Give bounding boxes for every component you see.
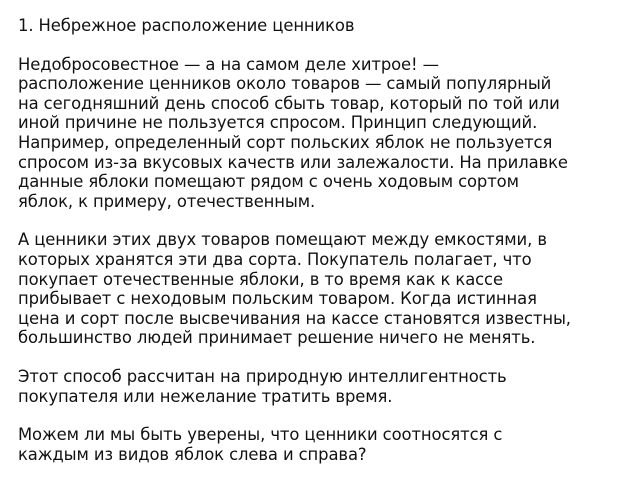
text-line: А ценники этих двух товаров помещают между емкостями, в	[18, 230, 547, 250]
text-line: данные яблоки помещают рядом с очень ходовым сортом	[18, 172, 519, 192]
text-line: Этот способ рассчитан на природную интеллигентность	[18, 366, 507, 386]
article-heading: 1. Небрежное расположение ценников	[18, 16, 355, 35]
article	[18, 16, 610, 464]
text-line: спросом из-за вкусовых качеств или залежалости. На прилавке	[18, 152, 568, 172]
text-line: покупателя или нежелание тратить время.	[18, 386, 393, 406]
text-line: каждым из видов яблок слева и справа?	[18, 444, 367, 464]
paragraph-2	[18, 230, 610, 348]
text-line: прибывает с неходовым польским товаром. Когда истинная	[18, 289, 537, 309]
text-line: которых хранятся эти два сорта. Покупатель полагает, что	[18, 249, 532, 269]
text-line: большинство людей принимает решение ничего не менять.	[18, 328, 536, 348]
text-line: Можем ли мы быть уверены, что ценники соотносятся с	[18, 425, 503, 445]
text-line: иной причине не пользуется спросом. Принцип следующий.	[18, 113, 538, 133]
text-line: Недобросовестное — а на самом деле хитрое! —	[18, 54, 439, 74]
text-line: цена и сорт после высвечивания на кассе становятся известны,	[18, 308, 571, 328]
paragraph-1	[18, 55, 610, 212]
text-line: яблок, к примеру, отечественным.	[18, 191, 316, 211]
paragraph-4	[18, 425, 610, 464]
text-line: покупает отечественные яблоки, в то время как к кассе	[18, 269, 503, 289]
text-line: Например, определенный сорт польских яблок не пользуется	[18, 132, 553, 152]
paragraph-3	[18, 367, 610, 406]
text-line: расположение ценников около товаров — самый популярный	[18, 74, 552, 94]
text-line: на сегодняшний день способ сбыть товар, который по той или	[18, 93, 560, 113]
